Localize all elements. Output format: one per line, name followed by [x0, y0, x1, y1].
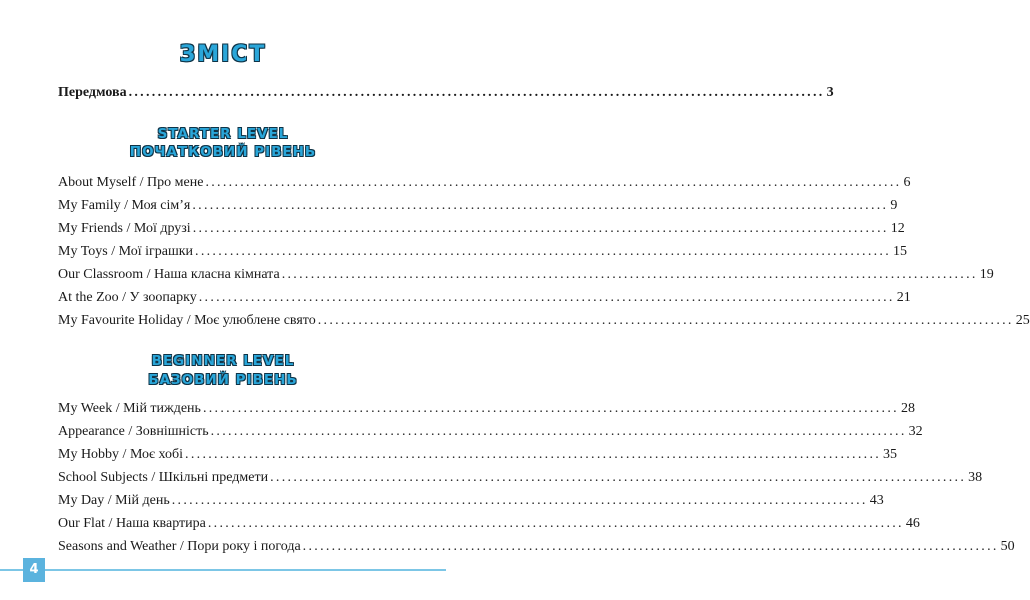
toc-entry-page: 21	[896, 290, 911, 305]
toc-entry-title: Seasons and Weather / Пори року і погода	[58, 539, 301, 554]
toc-entry[interactable]	[58, 287, 911, 305]
toc-leader-dots: ........................................................................................................................	[210, 424, 907, 439]
toc-entry-preface[interactable]	[58, 82, 834, 100]
toc-entry[interactable]	[58, 467, 983, 485]
toc-entry-title: School Subjects / Шкільні предмети	[58, 470, 269, 485]
page-number-badge: 4	[23, 558, 45, 582]
toc-entry-title: About Myself / Про мене	[58, 175, 204, 190]
toc-entry-title: Передмова	[58, 85, 127, 100]
toc-entry[interactable]	[58, 310, 1030, 328]
toc-leader-dots: ........................................................................................................................	[207, 516, 904, 531]
toc-entry[interactable]	[58, 218, 905, 236]
toc-leader-dots: ........................................................................................................................	[195, 244, 892, 259]
toc-leader-dots: ........................................................................................................................	[198, 290, 895, 305]
toc-entry-title: My Family / Моя сім’я	[58, 198, 191, 213]
toc-entry-page: 43	[869, 493, 884, 508]
toc-entry-title: My Toys / Мої іграшки	[58, 244, 194, 259]
toc-entry-title: My Hobby / Моє хобі	[58, 447, 184, 462]
toc-entry-page: 19	[979, 267, 994, 282]
toc-entry[interactable]	[58, 536, 1015, 554]
toc-entry[interactable]	[58, 264, 994, 282]
toc-entry-page: 28	[900, 401, 915, 416]
section-heading-en: BEGINNER LEVEL	[151, 353, 295, 369]
toc-leader-dots: ........................................................................................................................	[202, 401, 899, 416]
toc-leader-dots: ........................................................................................................................	[128, 85, 825, 100]
section-heading-en: STARTER LEVEL	[157, 126, 289, 142]
toc-entry-title: Appearance / Зовнішність	[58, 424, 209, 439]
toc-leader-dots: ........................................................................................................................	[185, 447, 882, 462]
toc-leader-dots: ........................................................................................................................	[302, 539, 999, 554]
page-title: ЗМІСТ	[179, 42, 267, 67]
toc-entry-page: 15	[893, 244, 908, 259]
toc-entry-page: 38	[968, 470, 983, 485]
toc-entry-page: 6	[903, 175, 911, 190]
toc-leader-dots: ........................................................................................................................	[205, 175, 902, 190]
toc-entry-title: Our Classroom / Наша класна кімната	[58, 267, 280, 282]
toc-entry-page: 46	[905, 516, 920, 531]
toc-entry-page: 32	[908, 424, 923, 439]
section-heading-ua: ПОЧАТКОВИЙ РІВЕНЬ	[129, 144, 317, 160]
toc-entry-title: My Friends / Мої друзі	[58, 221, 191, 236]
toc-leader-dots: ........................................................................................................................	[171, 493, 868, 508]
toc-leader-dots: ........................................................................................................................	[281, 267, 978, 282]
toc-entry-page: 12	[890, 221, 905, 236]
toc-entry[interactable]	[58, 444, 898, 462]
toc-entry-title: At the Zoo / У зоопарку	[58, 290, 197, 305]
toc-entry[interactable]	[58, 195, 898, 213]
footer-divider	[0, 569, 446, 571]
section-heading-ua: БАЗОВИЙ РІВЕНЬ	[148, 372, 298, 388]
toc-entry[interactable]	[58, 421, 923, 439]
toc-entry-title: My Week / Мій тиждень	[58, 401, 201, 416]
toc-entry-title: Our Flat / Наша квартира	[58, 516, 206, 531]
toc-leader-dots: ........................................................................................................................	[270, 470, 967, 485]
toc-entry[interactable]	[58, 490, 884, 508]
toc-entry[interactable]	[58, 241, 908, 259]
toc-entry-title: My Day / Мій день	[58, 493, 170, 508]
toc-entry-page: 9	[890, 198, 898, 213]
toc-entry[interactable]	[58, 513, 920, 531]
toc-leader-dots: ........................................................................................................................	[317, 313, 1014, 328]
toc-entry-title: My Favourite Holiday / Моє улюблене свято	[58, 313, 316, 328]
toc-entry[interactable]	[58, 398, 915, 416]
toc-entry-page: 25	[1015, 313, 1030, 328]
toc-entry-page: 35	[883, 447, 898, 462]
toc-entry[interactable]	[58, 172, 911, 190]
toc-leader-dots: ........................................................................................................................	[192, 198, 889, 213]
toc-entry-page: 50	[1000, 539, 1015, 554]
toc-leader-dots: ........................................................................................................................	[192, 221, 889, 236]
toc-entry-page: 3	[826, 85, 834, 100]
